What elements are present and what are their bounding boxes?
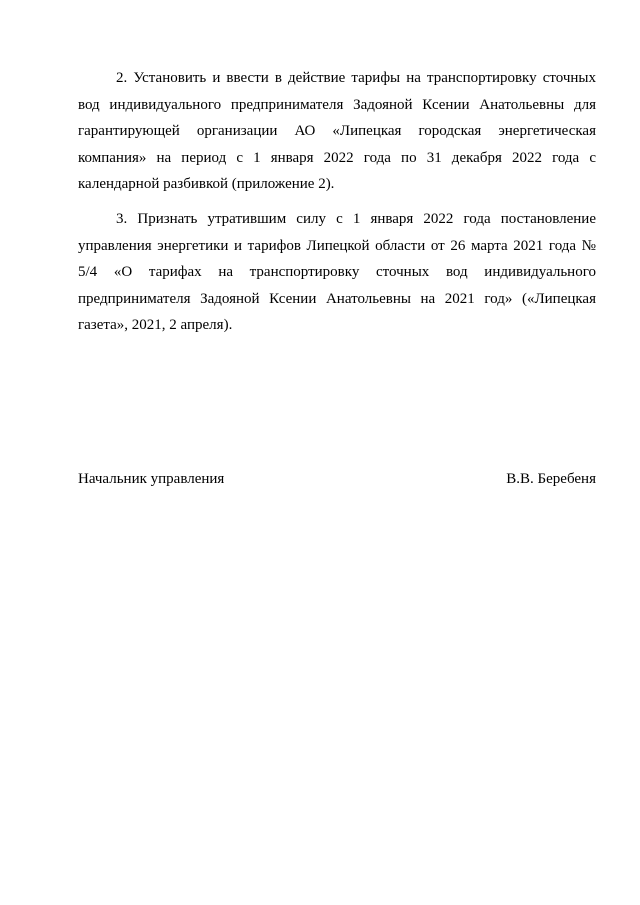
paragraph-3-repeal: 3. Признать утратившим силу с 1 января 2022 года постановление управления энергетики и тарифов Липецкой области от 26 марта 2021 года № 5/4 «О тарифах на транспортировку сточных вод индивидуального предпринимателя Задояной Ксении Анатольевны на 2021 год» («Липецкая газета», 2021, 2 апреля). bbox=[78, 211, 596, 333]
signatory-name: В.В. Беребеня bbox=[506, 471, 596, 487]
signatory-role: Начальник управления bbox=[78, 471, 225, 487]
paragraph-2-tariffs: 2. Установить и ввести в действие тарифы на транспортировку сточных вод индивидуального предпринимателя Задояной Ксении Анатольевны для гарантирующей организации АО «Липецкая городская энергетическая компания» на период с 1 января 2022 года по 31 декабря 2022 года с календарной разбивкой (приложение 2). bbox=[78, 70, 596, 192]
signature-block bbox=[78, 469, 596, 489]
